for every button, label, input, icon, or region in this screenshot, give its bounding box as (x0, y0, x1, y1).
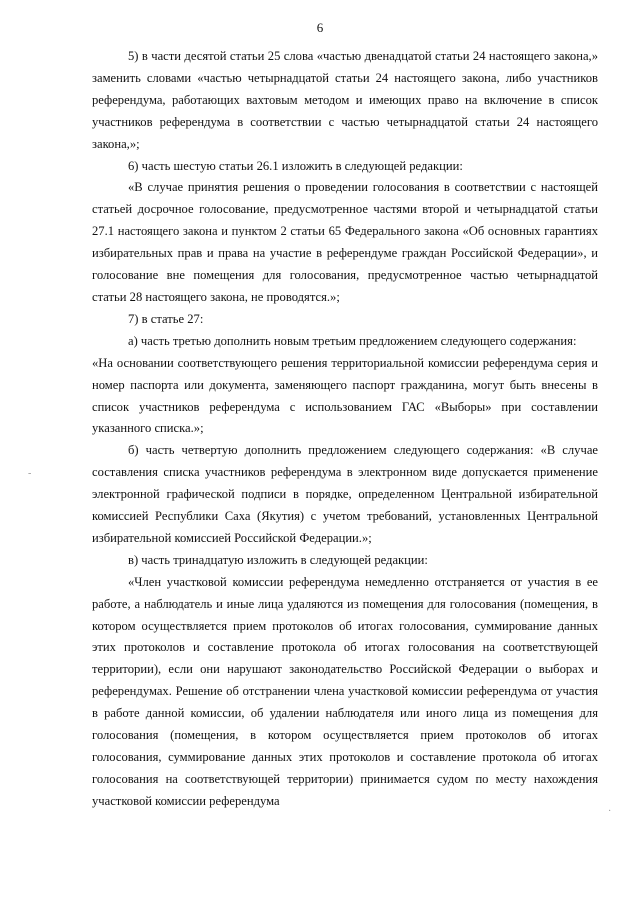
paragraph-quote-7a: «На основании соответствующего решения территориальной комиссии референдума серия и номер паспорта или документа, заменяющего паспорт гражданина, могут быть внесены в список участников референдума с использованием ГАС «Выборы» при составлении указанного списка.»; (92, 355, 598, 436)
paragraph-quote-7v: «Член участковой комиссии референдума немедленно отстраняется от участия в ее работе, а наблюдатель и иные лица удаляются из помещения для голосования (помещения, в котором осуществляется прием протоколов об итогах голосования, суммирование данных этих протоколов и составление протокола об итогах голосования на соответствующей территории), если они нарушают законодательство Российской Федерации о выборах и референдумах. Решение об отстранении члена участковой комиссии референдума от участия в работе данной комиссии, об удалении наблюдателя или иного лица из помещения для голосования (помещения, в котором осуществляется прием протоколов об итогах голосования, суммирование данных этих протоколов и составление протокола об итогах голосования на соответствующей территории) принимается судом по месту нахождения участковой комиссии референдума (92, 574, 598, 808)
paragraph-quote-26-1: «В случае принятия решения о проведении голосования в соответствии с настоящей статьей досрочное голосование, предусмотренное частями второй и четырнадцатой статьи 27.1 настоящего закона и пунктом 2 статьи 65 Федерального закона «Об основных гарантиях избирательных прав и права на участие в референдуме граждан Российской Федерации», и голосование вне помещения для голосования, предусмотренное частью четырнадцатой статьи 28 настоящего закона, не проводятся.»; (92, 180, 598, 304)
paragraph-7b: б) часть четвертую дополнить предложением следующего содержания: «В случае составления списка участников референдума в электронном виде допускается применение электронной графической подписи в порядке, определенном Центральной избирательной комиссией Республики Саха (Якутия) с учетом требований, установленных Центральной избирательной комиссией Российской Федерации.»; (92, 443, 598, 545)
document-body (92, 46, 598, 813)
margin-mark: - (28, 468, 32, 479)
page-number: 6 (316, 20, 324, 35)
paragraph-7a: а) часть третью дополнить новым третьим предложением следующего содержания: (128, 333, 577, 348)
paragraph-amendment-5: 5) в части десятой статьи 25 слова «частью двенадцатой статьи 24 настоящего закона,» заменить словами «частью четырнадцатой статьи 24 настоящего закона, либо участников референдума, работающих вахтовым методом и имеющих право на включение в список участников референдума в соответствии с частью четырнадцатой статьи 24 настоящего закона,»; (92, 49, 598, 151)
paragraph-7v: в) часть тринадцатую изложить в следующей редакции: (128, 552, 428, 567)
paragraph-amendment-6: 6) часть шестую статьи 26.1 изложить в следующей редакции: (128, 158, 463, 173)
margin-mark: · (608, 806, 612, 817)
paragraph-amendment-7: 7) в статье 27: (128, 311, 204, 326)
